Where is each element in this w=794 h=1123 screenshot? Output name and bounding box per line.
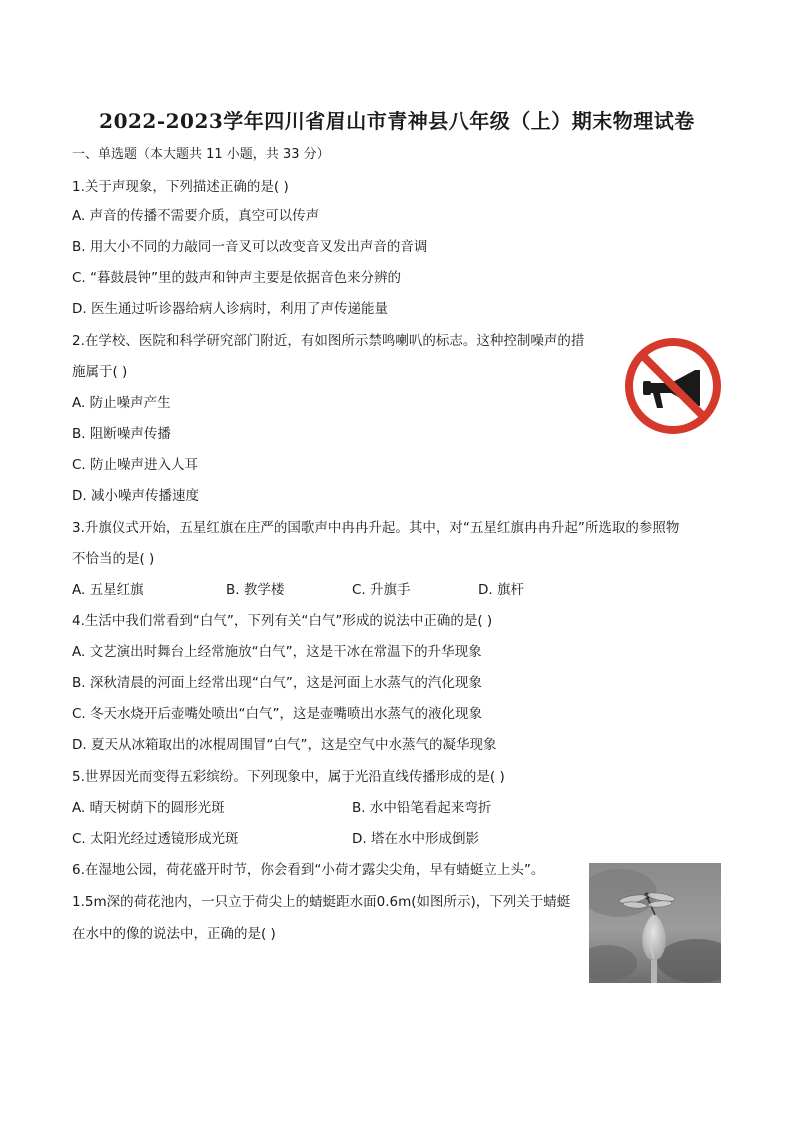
q3-option-c: C. 升旗手 <box>352 582 411 598</box>
q4-stem: 4.生活中我们常看到“白气”，下列有关“白气”形成的说法中正确的是( ) <box>72 613 493 629</box>
page-title: 2022-2023学年四川省眉山市青神县八年级（上）期末物理试卷 <box>99 109 695 133</box>
q4-option-b: B. 深秋清晨的河面上经常出现“白气”，这是河面上水蒸气的汽化现象 <box>72 675 482 691</box>
q2-option-d: D. 减小噪声传播速度 <box>72 488 199 504</box>
q4-option-c: C. 冬天水烧开后壶嘴处喷出“白气”，这是壶嘴喷出水蒸气的液化现象 <box>72 706 482 722</box>
q5-option-d: D. 塔在水中形成倒影 <box>352 831 479 847</box>
no-horn-sign-icon <box>623 336 723 436</box>
q4-option-d: D. 夏天从冰箱取出的冰棍周围冒“白气”，这是空气中水蒸气的凝华现象 <box>72 737 497 753</box>
q1-option-a: A. 声音的传播不需要介质，真空可以传声 <box>72 208 320 224</box>
q5-stem: 5.世界因光而变得五彩缤纷。下列现象中，属于光沿直线传播形成的是( ) <box>72 769 505 785</box>
q2-option-c: C. 防止噪声进入人耳 <box>72 457 199 473</box>
q1-option-b: B. 用大小不同的力敲同一音叉可以改变音叉发出声音的音调 <box>72 239 428 255</box>
q3-option-d: D. 旗杆 <box>478 582 524 598</box>
q2-stem-line2: 施属于( ) <box>72 364 128 380</box>
dragonfly-on-lotus-photo <box>589 863 721 983</box>
q2-option-a: A. 防止噪声产生 <box>72 395 171 411</box>
q1-option-d: D. 医生通过听诊器给病人诊病时，利用了声传递能量 <box>72 301 388 317</box>
q3-stem-line2: 不恰当的是( ) <box>72 551 155 567</box>
q2-option-b: B. 阻断噪声传播 <box>72 426 171 442</box>
q3-stem-line1: 3.升旗仪式开始，五星红旗在庄严的国歌声中冉冉升起。其中，对“五星红旗冉冉升起”所选取的参照物 <box>72 520 680 536</box>
q4-option-a: A. 文艺演出时舞台上经常施放“白气”，这是干冰在常温下的升华现象 <box>72 644 482 660</box>
q5-option-b: B. 水中铅笔看起来弯折 <box>352 800 492 816</box>
q1-option-c: C. “暮鼓晨钟”里的鼓声和钟声主要是依据音色来分辨的 <box>72 270 401 286</box>
section-heading: 一、单选题（本大题共 11 小题，共 33 分） <box>72 147 330 162</box>
q2-stem-line1: 2.在学校、医院和科学研究部门附近，有如图所示禁鸣喇叭的标志。这种控制噪声的措 <box>72 333 585 349</box>
q3-option-a: A. 五星红旗 <box>72 582 144 598</box>
q3-option-b: B. 教学楼 <box>226 582 285 598</box>
q6-stem-line3: 在水中的像的说法中，正确的是( ) <box>72 926 276 942</box>
q1-stem: 1.关于声现象，下列描述正确的是( ) <box>72 179 289 195</box>
q5-option-a: A. 晴天树荫下的圆形光斑 <box>72 800 225 816</box>
q5-option-c: C. 太阳光经过透镜形成光斑 <box>72 831 239 847</box>
q6-stem-line1: 6.在湿地公园，荷花盛开时节，你会看到“小荷才露尖尖角，早有蜻蜓立上头”。 <box>72 862 545 878</box>
q6-stem-line2: 1.5m深的荷花池内，一只立于荷尖上的蜻蜓距水面0.6m(如图所示)，下列关于蜻蜓 <box>72 894 571 910</box>
